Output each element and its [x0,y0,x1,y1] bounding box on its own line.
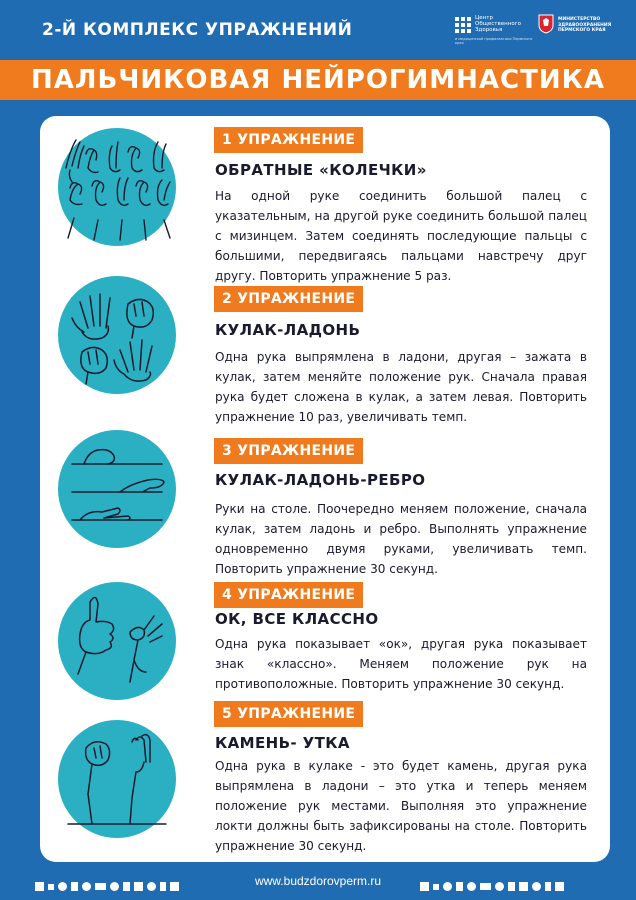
exercise-1-illustration [58,128,176,246]
center-logo-icon [455,17,471,33]
exercise-4-illustration [58,582,176,700]
ring-fingers-icon [58,128,176,246]
exercise-1-badge: 1 УПРАЖНЕНИЕ [214,127,363,153]
exercise-1-text: На одной руке соединить большой палец с указательным, на другой руке соединить большой палец с мизинцем. Затем соединять последующие пальцы с большими, передвигаясь пальцами навстречу друг другу. Повторить упражнение 5 раз. [215,189,587,283]
top-header [0,0,636,60]
exercise-2-illustration [58,276,176,394]
ministry-logo-text: МИНИСТЕРСТВО ЗДРАВООХРАНЕНИЯ ПЕРМСКОГО КРАЯ [558,17,612,33]
center-logo-text: Центр Общественного Здоровья [475,15,521,33]
center-logo-subtext: и медицинской профилактики Пермского края [455,37,533,45]
exercise-4-title: ОК, ВСЕ КЛАССНО [215,610,379,628]
poster-subtitle: 2-Й КОМПЛЕКС УПРАЖНЕНИЙ [42,20,353,40]
title-bar [0,60,636,100]
exercise-2-text: Одна рука выпрямлена в ладони, другая – зажата в кулак, затем меняйте положение рук. Сначала правая рука будет сложена в кулак, а затем левая. Повторить упражнение 10 раз, увеличивать темп. [215,350,587,424]
exercise-3-title: КУЛАК-ЛАДОНЬ-РЕБРО [215,471,426,489]
exercise-2-title: КУЛАК-ЛАДОНЬ [215,321,361,339]
exercise-4-badge: 4 УПРАЖНЕНИЕ [214,582,363,608]
exercise-2-badge: 2 УПРАЖНЕНИЕ [214,286,363,312]
exercise-5-text: Одна рука в кулаке - это будет камень, другая рука выпрямлена в ладони – это утка и теперь меняем положение рук местами. Выполняя это упражнение локти должны быть зафиксированы на столе. Повторить упражнение 30 секунд. [215,759,587,853]
public-health-center-logo [455,15,535,45]
exercise-4-text: Одна рука показывает «ок», другая рука показывает знак «классно». Меняем положение рук на противоположные. Повторить упражнение 30 секунд. [215,637,587,691]
exercise-3-illustration [58,430,176,548]
exercise-5-illustration [58,720,176,838]
stone-duck-icon [58,720,176,838]
footer-url[interactable]: www.budzdorovperm.ru [254,874,382,888]
page-title: ПАЛЬЧИКОВАЯ НЕЙРОГИМНАСТИКА [31,65,605,95]
ok-thumbs-up-icon [58,582,176,700]
exercise-3-badge: 3 УПРАЖНЕНИЕ [214,438,363,464]
ministry-logo [538,14,616,46]
fist-palm-icon [58,276,176,394]
crest-icon [538,14,554,34]
footer-pattern-right [420,876,568,886]
fist-palm-edge-icon [58,430,176,548]
exercise-1-title: ОБРАТНЫЕ «КОЛЕЧКИ» [215,161,427,179]
exercise-3-text: Руки на столе. Поочередно меняем положение, сначала кулак, затем ладонь и ребро. Выполнять упражнение одновременно двумя руками, увеличивать темп. Повторить упражнение 30 секунд. [215,502,587,576]
exercises-card [40,116,610,862]
footer [0,866,636,896]
exercise-5-badge: 5 УПРАЖНЕНИЕ [214,701,363,727]
exercise-5-title: КАМЕНЬ- УТКА [215,734,350,752]
